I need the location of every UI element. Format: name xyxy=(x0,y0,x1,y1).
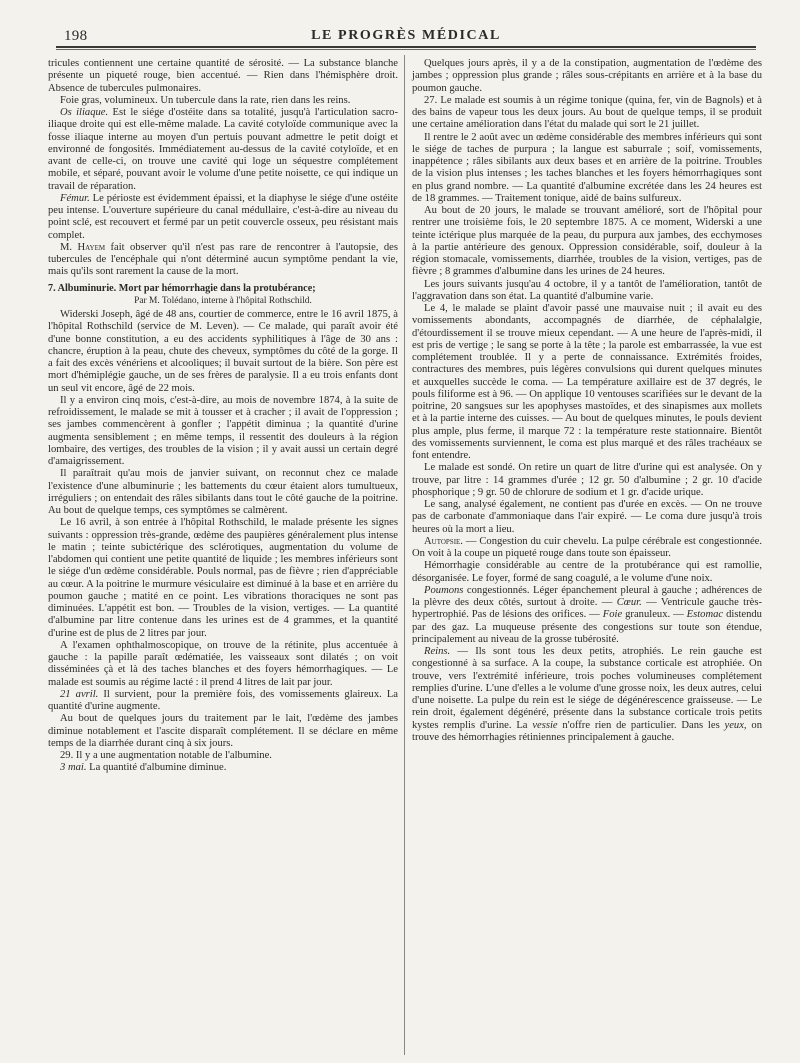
paragraph xyxy=(48,762,398,774)
paragraph-lead: 21 avril. xyxy=(60,688,99,700)
paragraph-lead: Poumons xyxy=(424,584,464,596)
paragraph xyxy=(412,646,762,744)
paragraph-lead: yeux, xyxy=(724,719,747,731)
paragraph-text: granuleux. — xyxy=(622,609,687,621)
paragraph xyxy=(48,689,398,714)
paragraph-lead: Fémur. xyxy=(60,192,90,204)
paragraph xyxy=(48,242,398,279)
left-column xyxy=(48,58,398,775)
paragraph-lead: Autopsie. xyxy=(424,535,463,547)
paragraph-text: Le périoste est évidemment épaissi, et la diaphyse le siége d'une ostéite peu intense. L'ouverture supérieure du canal médullaire, c'est-à-dire au niveau du point sclé, est recouvert et fermé par un petit couvercle osseux, peu résistant mais complet. xyxy=(48,192,398,241)
paragraph-text: congestionnés. Léger épanchement pleural à gauche ; adhérences de la plèvre des deux côtés, surtout à droite. — xyxy=(412,584,762,608)
byline: Par M. Tolédano, interne à l'hôpital Rothschild. xyxy=(134,295,312,306)
paragraph-text: n'offre rien de particulier. Dans les xyxy=(557,719,725,731)
paragraph xyxy=(48,193,398,242)
paragraph-text: — Ils sont tous les deux petits, atrophiés. Le rein gauche est congestionné à sa surface. A la coupe, la substance corticale est atrophiée. On trouve, vers l'extrémité inférieure, trois poches volumineuses complétement remplies d'urine. L'une d'elles a le volume d'une grosse noix, les deux autres, celui d'une noisette. La pulpe du rein est le siége de dégénérescence graisseuse. — Le rein droit, également dégénéré, présente dans la substance corticale trois petits kystes remplis d'urine. La xyxy=(412,646,762,731)
paragraph-lead: Reins. xyxy=(424,646,451,657)
paragraph-lead: Foie xyxy=(602,609,623,621)
paragraph: Le 4, le malade se plaint d'avoir passé une mauvaise nuit ; il avait eu des vomissements abondants, accompagnés de diarrhée, de céphalalgie, d'étourdissement il se trouve mieux cependant. — A une heure de l'après-midi, il est pris de vertige ; le sang se porte à la tête ; la parole est embarrassée, la vue est complétement troublée. Il y a perte de connaissance. Extrémités froides, contractures des membres, puis légères convulsions qui durent quelques minutes et auxquelles succède le coma. — La température axillaire est de 37 degrés, le pouls filiforme est à 96. — On applique 10 ventouses scarifiées sur le devant de la poitrine, 20 sangsues sur les apophyses mastoïdes, et des sinapismes aux mollets et à la partie interne des cuisses. — Au bout de quelques minutes, le pouls devient plus ample, plus ferme, il marque 72 : la température reste stationnaire. Bientôt des vomissements surviennent, le coma est plus marqué et des râles trachéaux se font entendre. xyxy=(412,303,762,461)
paragraph-lead: vessie xyxy=(532,719,558,731)
paragraph xyxy=(48,107,398,193)
header-rule xyxy=(56,46,756,48)
paragraph-lead: Estomac xyxy=(686,609,724,621)
paragraph: Les jours suivants jusqu'au 4 octobre, il y a tantôt de l'amélioration, tantôt de l'aggravation dans son état. La quantité d'albumine varie. xyxy=(412,278,762,302)
paragraph: Au bout de quelques jours du traitement par le lait, l'œdème des jambes diminue notablement et l'ascite disparaît complétement. Il se déclare en même temps de la diarrhée durant cinq à six jours. xyxy=(48,713,398,749)
paragraph xyxy=(412,536,762,561)
journal-title: LE PROGRÈS MÉDICAL xyxy=(311,28,501,43)
paragraph xyxy=(412,585,762,646)
paragraph-lead: M. Hayem xyxy=(60,241,106,253)
paragraph: Quelques jours après, il y a de la constipation, augmentation de l'œdème des jambes ; oppression plus grande ; râles sous-crépitants en arrière et à la base du poumon gauche. xyxy=(412,58,762,94)
paragraph-lead: Cœur. xyxy=(616,597,642,608)
paragraph: 29. Il y a une augmentation notable de l'albumine. xyxy=(60,750,272,761)
column-divider xyxy=(404,55,405,1055)
paragraph: Le sang, analysé également, ne contient pas d'urée en excès. — On ne trouve pas de carbonate d'ammoniaque dans l'air expiré. — Le coma dure jusqu'à trois heures où la mort a lieu. xyxy=(412,499,762,535)
paragraph-text: on trouve des hémorrhagies rétiniennes principalement à gauche. xyxy=(412,719,762,743)
paragraph-text: — Ventricule gauche très-hypertrophié. Pas de lésions des orifices. — xyxy=(412,597,762,621)
paragraph: Il y a environ cinq mois, c'est-à-dire, au mois de novembre 1874, à la suite de refroidissement, le malade se mit à tousser et à cracher ; il avait de l'oppression ; ses jambes commencèrent à gonfler ; l'appétit diminua ; la quantité d'urine augmenta sensiblement ; en même temps, il ressentit des douleurs à la région lombaire, des vertiges, des troubles de la vision ; il y avait aussi un certain degré d'amaigrissement. xyxy=(48,394,398,467)
paragraph: Au bout de 20 jours, le malade se trouvant amélioré, sort de l'hôpital pour rentrer une troisième fois, le 20 septembre 1875. A ce moment, Widerski a une teinte ictérique plus marquée de la peau, du purpura aux jambes, des ecchymoses à la partie antérieure des genoux. Oppression considérable, soif, douleur à la région stomacale, vomissements, diarrhée, troubles de la vision, vertiges, pas de fièvre ; 8 grammes d'albumine dans les urines de 24 heures. xyxy=(412,205,762,278)
paragraph-text: — Congestion du cuir chevelu. La pulpe cérébrale est congestionnée. On voit à la coupe un piqueté rouge dans toute son épaisseur. xyxy=(412,535,762,559)
paragraph: tricules contiennent une certaine quantité de sérosité. — La substance blanche présente un piqueté rouge, bien accentué. — Rien dans l'hémisphère droit. Absence de tubercules pulmonaires. xyxy=(48,58,398,94)
section-title: 7. Albuminurie. Mort par hémorrhagie dans la protubérance; xyxy=(48,282,316,294)
page-header xyxy=(56,28,756,46)
paragraph: A l'examen ophthalmoscopique, on trouve de la rétinite, plus accentuée à gauche : la papille paraît œdématiée, les vaisseaux sont dilatés ; on voit disséminées çà et là des taches blanches et des foyers hémorrhagiques. — Le malade est soumis au régime lacté : il prend 4 litres de lait par jour. xyxy=(48,639,398,688)
paragraph: Le malade est sondé. On retire un quart de litre d'urine qui est analysée. On y trouve, par litre : 14 grammes d'urée ; 12 gr. 50 d'albumine ; 2 gr. 10 d'acide phosphorique ; 9 gr. 50 de chlorure de sodium et 1 gr. d'acide urique. xyxy=(412,462,762,498)
paragraph-text: fait observer qu'il n'est pas rare de rencontrer à l'autopsie, des tubercules de l'encéphale qui n'ont déterminé aucun symptôme pendant la vie, mais qu'ils sont rarement la cause de la mort. xyxy=(48,241,398,278)
header-rule-thin xyxy=(56,49,756,50)
right-column xyxy=(412,58,762,744)
paragraph: Il rentre le 2 août avec un œdème considérable des membres inférieurs qui sont le siége de taches de purpura ; la langue est saburrale ; soif, vomissements, inappétence ; râles sibilants aux deux bases et en arrière de la poitrine. Troubles de la vision plus intenses ; les taches blanches et les foyers hémorrhagiques sont en plus grand nombre. — La quantité d'albumine excrétée dans les 24 heures est de 18 grammes. — Traitement tonique, aidé de bains sulfureux. xyxy=(412,131,762,204)
paragraph: Hémorrhagie considérable au centre de la protubérance qui est ramollie, désorganisée. Le foyer, formé de sang coagulé, a le volume d'une noix. xyxy=(412,560,762,584)
paragraph-text: distendu par des gaz. La muqueuse présente des congestions sur toute son étendue, principalement au niveau de la grosse tubérosité. xyxy=(412,609,762,645)
paragraph-text: Il survient, pour la première fois, des vomissements glaireux. La quantité d'urine augmente. xyxy=(48,688,398,712)
paragraph: 27. Le malade est soumis à un régime tonique (quina, fer, vin de Bagnols) et à des bains de vapeur tous les deux jours. Au bout de quelque temps, il se produit une certaine amélioration dans l'état du malade qui sort le 21 juillet. xyxy=(412,94,762,131)
paragraph: Il paraîtrait qu'au mois de janvier suivant, on reconnut chez ce malade l'existence d'une albuminurie ; les battements du cœur étaient alors tumultueux, irréguliers ; on entendait des râles sibilants dans tout le côté gauche de la poitrine. Au bout de quelque temps, ces symptômes se calmèrent. xyxy=(48,468,398,516)
page-number: 198 xyxy=(64,28,88,44)
paragraph: Foie gras, volumineux. Un tubercule dans la rate, rien dans les reins. xyxy=(60,94,351,106)
paragraph: Le 16 avril, à son entrée à l'hôpital Rothschild, le malade présente les signes suivants : oppression très-grande, œdème des paupières généralement plus intense le matin ; teinte subictérique des sclérotiques, augmentation du volume de l'abdomen qui contient une petite quantité de liquide ; les membres inférieurs sont le siége d'un œdème considérable. Pouls normal, pas de fièvre ; rien d'appréciable au cœur. A la poitrine le murmure vésiculaire est diminué à la base et en arrière du poumon gauche ; matité en ce point. Les vibrations thoraciques ne sont pas diminuées. L'appétit est bon. — Troubles de la vision, vertiges. — La quantité d'albumine par litre contenue dans les urines est de 4 grammes, et la quantité d'urine est de plus de 2 litres par jour. xyxy=(48,517,398,639)
paragraph-lead: Os iliaque. xyxy=(60,107,109,118)
paragraph-text: La quantité d'albumine diminue. xyxy=(86,762,227,774)
paragraph: Widerski Joseph, âgé de 48 ans, courtier de commerce, entre le 16 avril 1875, à l'hôpital Rothschild (service de M. Leven). — Ce malade, qui paraît avoir été d'une bonne constitution, a eu des accidents syphilitiques à l'âge de 30 ans : chancre, éruption à la peau, chute des cheveux, symptômes du côté de la gorge. Il a fait des excès vénériens et alcooliques; il buvait surtout de la bière. Son père est mort d'hémiplégie gauche, un de ses frères de paralysie. Il a eu trois enfants dont un seul vit encore, âgé de 22 mois. xyxy=(48,309,398,394)
paragraph-lead: 3 mai. xyxy=(60,762,87,774)
paragraph-text: Est le siége d'ostéite dans sa totalité, jusqu'à l'articulation sacro-iliaque droite qui est elle-même malade. La cavité cotyloïde communique avec la fosse iliaque interne au moyen d'un pertuis pouvant admettre le petit doigt et environné de fongosités. Immédiatement au-dessus de la cavité cotyloïde, et en avant de celle-ci, on trouve une cavité qui loge un séquestre complétement mobile, et séparé, pouvant avoir le volume d'une petite noisette, ce qui indique un travail de réparation. xyxy=(48,107,398,192)
